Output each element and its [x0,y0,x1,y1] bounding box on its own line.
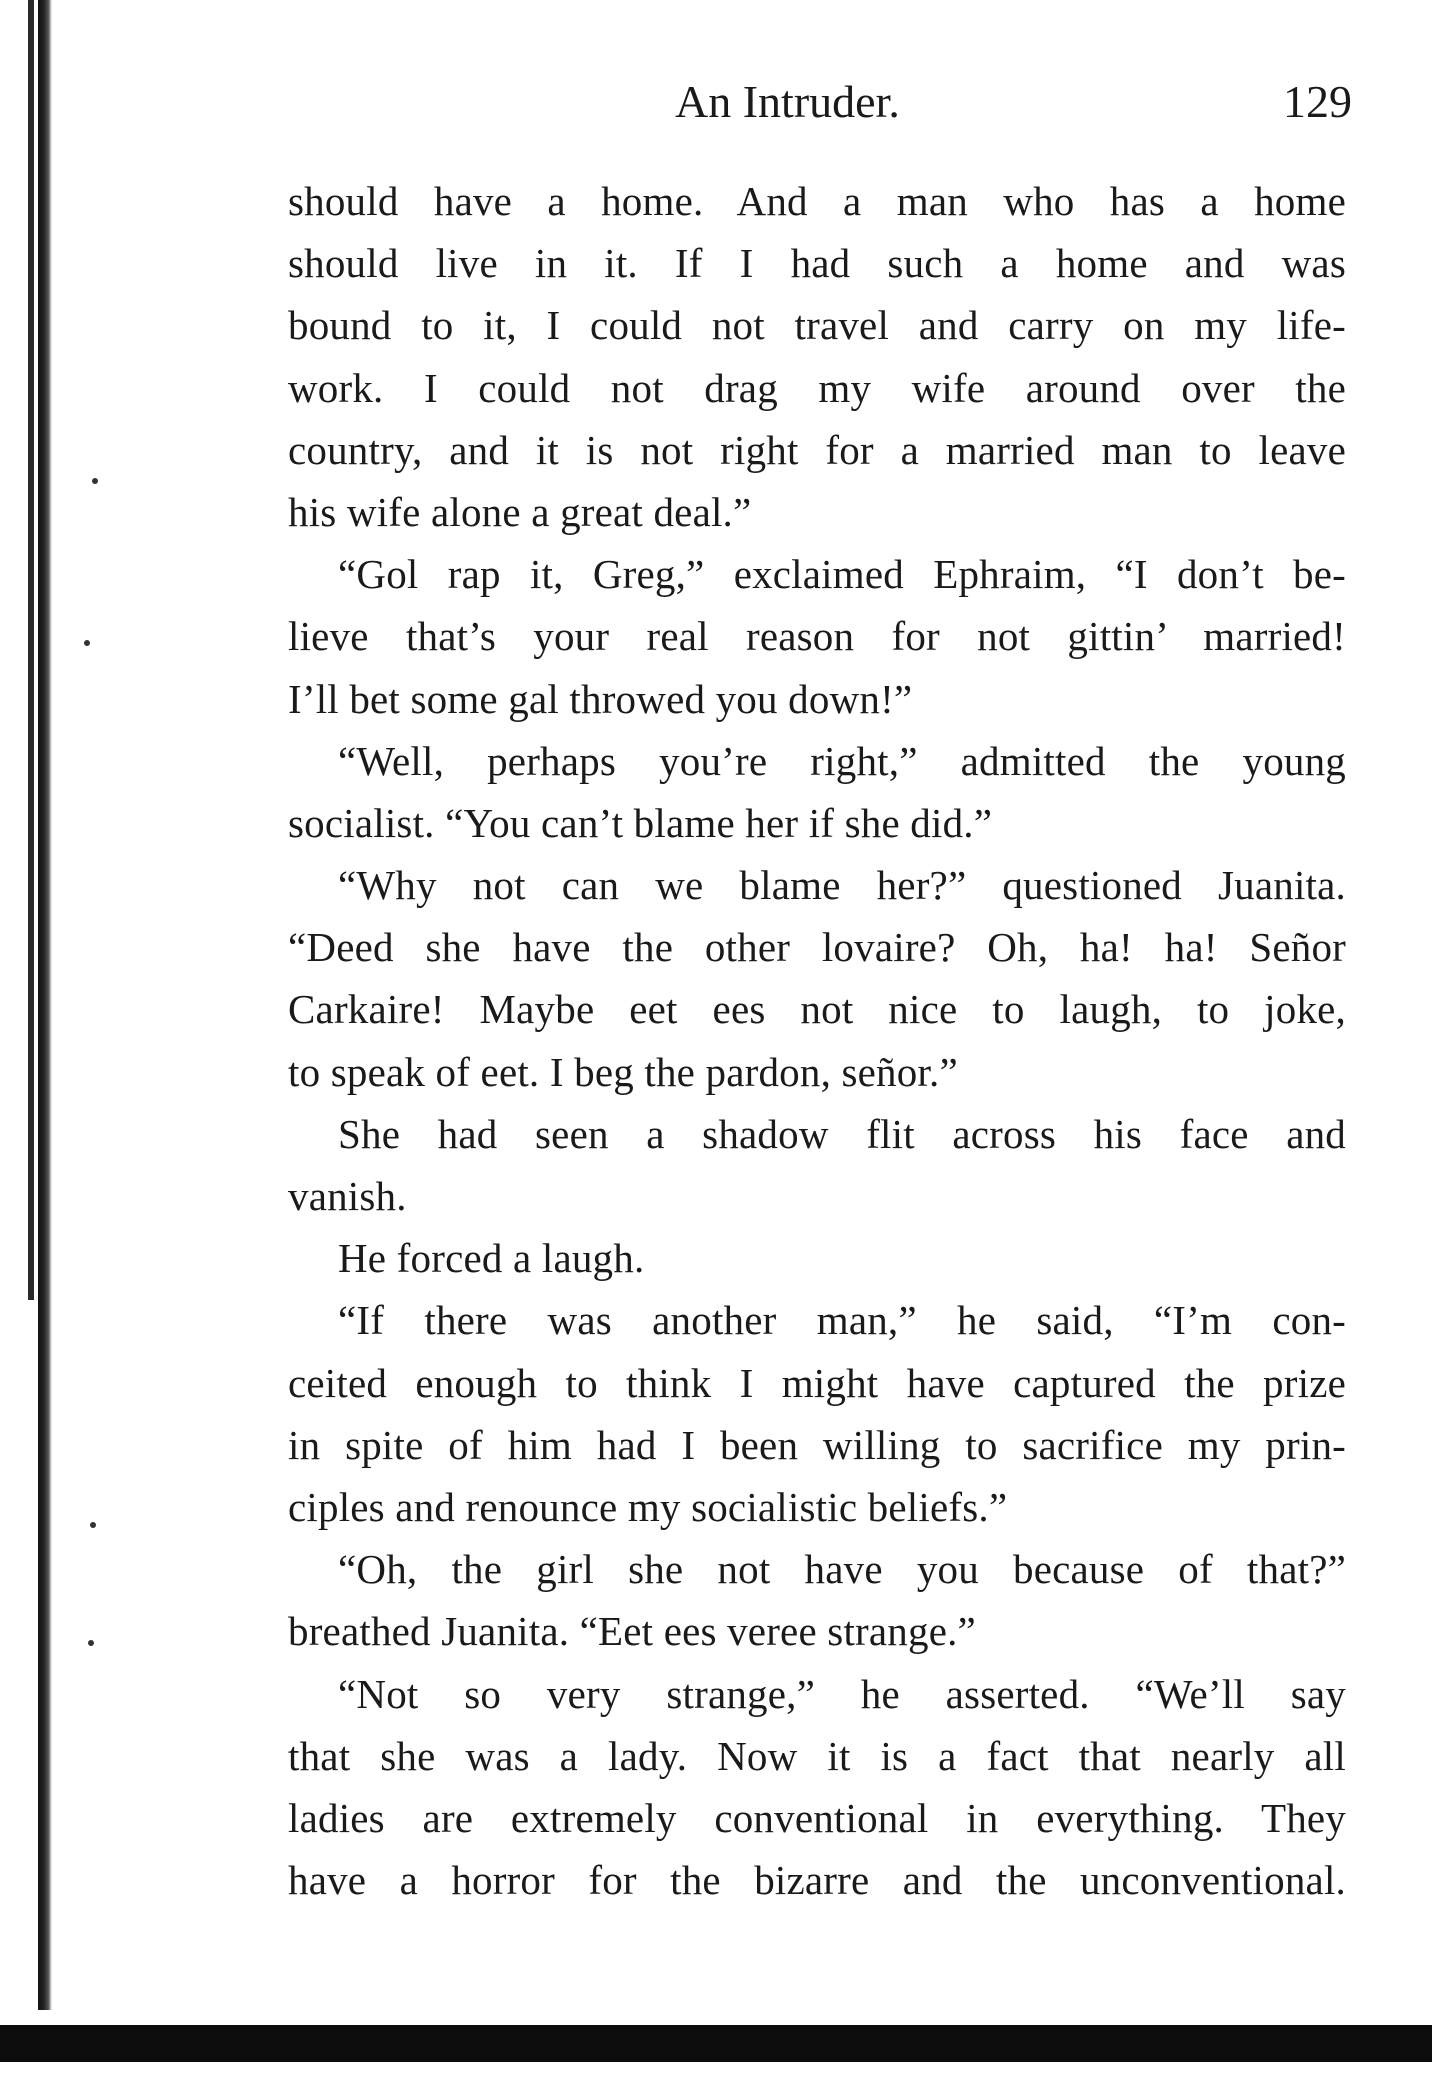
text-line: have a horror for the bizarre and the unconventional. [288,1857,1346,1904]
text-line: “Well, perhaps you’re right,” admitted the young [338,737,1346,784]
scan-speck [84,640,90,646]
text-line: “If there was another man,” he said, “I’m con- [338,1297,1346,1344]
text-line: ciples and renounce my socialistic beliefs.” [288,1483,1008,1530]
text-line: ceited enough to think I might have captured the prize [288,1359,1346,1406]
text-line: in spite of him had I been willing to sacrifice my prin- [288,1421,1346,1468]
text-line: breathed Juanita. “Eet ees veree strange.” [288,1608,976,1655]
text-line: I’ll bet some gal throwed you down!” [288,675,913,722]
text-line: lieve that’s your real reason for not gittin’ married! [288,613,1346,660]
text-line: “Why not can we blame her?” questioned Juanita. [338,862,1346,909]
text-line: “Gol rap it, Greg,” exclaimed Ephraim, “I don’t be- [338,551,1346,598]
text-line: country, and it is not right for a married man to leave [288,426,1346,473]
text-line: to speak of eet. I beg the pardon, señor.” [288,1048,958,1095]
running-head [290,72,1352,132]
text-line: that she was a lady. Now it is a fact that nearly all [288,1732,1346,1779]
page-binding-edge [28,0,34,1300]
text-line: “Oh, the girl she not have you because of that?” [338,1546,1346,1593]
scan-speck [90,1522,96,1528]
scan-speck [88,1640,94,1646]
page-binding-shadow [38,0,52,2010]
text-line: his wife alone a great deal.” [288,488,752,535]
body-text [288,170,1346,1911]
text-line: Carkaire! Maybe eet ees not nice to laugh, to joke, [288,986,1346,1033]
text-line: bound to it, I could not travel and carry on my life- [288,302,1346,349]
running-title: An Intruder. [675,76,900,127]
text-line: ladies are extremely conventional in everything. They [288,1794,1346,1841]
page-number: 129 [1283,76,1352,127]
text-line: should live in it. If I had such a home and was [288,240,1346,287]
scan-bottom-border [0,2025,1432,2062]
text-line: She had seen a shadow flit across his face and [338,1110,1346,1157]
text-line: “Not so very strange,” he asserted. “We’ll say [338,1670,1346,1717]
text-line: work. I could not drag my wife around over the [288,364,1346,411]
text-line: He forced a laugh. [338,1235,645,1282]
text-line: should have a home. And a man who has a home [288,178,1346,224]
text-line: vanish. [288,1173,407,1219]
text-line: socialist. “You can’t blame her if she did.” [288,799,993,846]
text-line: “Deed she have the other lovaire? Oh, ha! ha! Señor [288,924,1346,971]
scan-speck [92,478,98,484]
